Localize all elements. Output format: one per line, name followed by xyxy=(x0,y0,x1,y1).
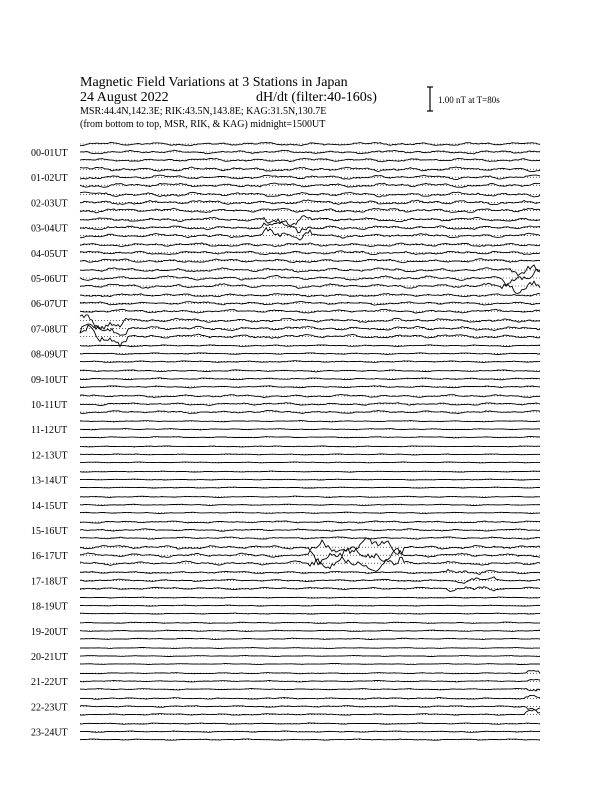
trace-kag xyxy=(80,521,540,523)
trace-msr xyxy=(80,739,540,741)
trace-msr xyxy=(80,487,540,488)
trace-rik xyxy=(80,479,540,480)
quantity-label: dH/dt (filter:40-160s) xyxy=(256,90,377,105)
hour-label: 14-15UT xyxy=(31,500,68,512)
hour-label: 02-03UT xyxy=(31,198,68,210)
hour-label: 03-04UT xyxy=(31,223,68,235)
hour-label: 10-11UT xyxy=(31,400,68,411)
trace-msr xyxy=(80,710,540,716)
trace-kag xyxy=(80,622,540,623)
trace-rik xyxy=(80,378,540,380)
trace-msr xyxy=(80,512,540,513)
trace-msr xyxy=(80,613,540,614)
trace-kag xyxy=(80,216,540,227)
trace-msr xyxy=(80,462,540,463)
trace-msr xyxy=(80,208,540,213)
trace-kag xyxy=(80,496,540,498)
trace-kag xyxy=(80,471,540,472)
trace-msr xyxy=(80,587,540,592)
date-label: 24 August 2022 xyxy=(80,90,169,105)
trace-rik xyxy=(80,353,540,355)
trace-kag xyxy=(80,370,540,372)
trace-kag xyxy=(80,265,540,276)
trace-rik xyxy=(80,403,540,406)
trace-kag xyxy=(80,671,540,674)
hour-label: 01-02UT xyxy=(31,173,68,185)
hour-label: 17-18UT xyxy=(31,576,68,588)
scale-label: 1.00 nT at T=80s xyxy=(438,95,500,105)
hour-label: 00-01UT xyxy=(31,148,68,159)
trace-rows xyxy=(31,142,540,740)
trace-kag xyxy=(80,695,540,699)
hour-label: 06-07UT xyxy=(31,299,68,311)
trace-kag xyxy=(80,648,540,649)
trace-rik xyxy=(80,679,540,682)
chart-title: Magnetic Field Variations at 3 Stations in Japan xyxy=(80,75,348,90)
trace-rik xyxy=(80,269,540,285)
trace-kag xyxy=(80,569,540,574)
trace-kag xyxy=(80,345,540,347)
hour-label: 13-14UT xyxy=(31,475,68,487)
hour-label: 20-21UT xyxy=(31,652,68,663)
trace-kag xyxy=(80,538,540,555)
hour-label: 15-16UT xyxy=(31,526,68,537)
hour-label: 18-19UT xyxy=(31,601,68,613)
trace-kag xyxy=(80,723,540,724)
trace-msr xyxy=(80,638,540,639)
hour-label: 12-13UT xyxy=(31,450,68,462)
trace-rik xyxy=(80,301,540,305)
trace-rik xyxy=(80,324,540,335)
trace-kag xyxy=(80,294,540,297)
hour-label: 22-23UT xyxy=(31,702,68,714)
trace-rik xyxy=(80,630,540,631)
trace-rik xyxy=(80,655,540,656)
trace-rik xyxy=(80,150,540,154)
hour-label: 16-17UT xyxy=(31,551,68,563)
order-label: (from bottom to top, MSR, RIK, & KAG) midnight=1500UT xyxy=(80,119,326,130)
trace-kag xyxy=(80,243,540,247)
hour-label: 11-12UT xyxy=(31,425,68,437)
hour-label: 21-22UT xyxy=(31,677,68,689)
trace-kag xyxy=(80,142,540,145)
trace-msr xyxy=(80,361,540,363)
trace-rik xyxy=(80,504,540,505)
hour-label: 07-08UT xyxy=(31,324,68,336)
trace-msr xyxy=(80,386,540,388)
trace-msr xyxy=(80,228,540,240)
trace-msr xyxy=(80,281,540,293)
trace-msr xyxy=(80,689,540,692)
trace-msr xyxy=(80,410,540,413)
hour-label: 08-09UT xyxy=(31,349,68,361)
trace-rik xyxy=(80,429,540,430)
trace-rik xyxy=(80,175,540,180)
trace-msr xyxy=(80,259,540,263)
trace-rik xyxy=(80,706,540,711)
hour-label: 04-05UT xyxy=(31,248,68,260)
trace-msr xyxy=(80,664,540,665)
hour-label: 05-06UT xyxy=(31,274,68,285)
hour-label: 09-10UT xyxy=(31,374,68,386)
trace-msr xyxy=(80,557,540,572)
hour-label: 23-24UT xyxy=(31,727,68,739)
hour-label: 19-20UT xyxy=(31,626,68,638)
trace-kag xyxy=(80,421,540,422)
trace-rik xyxy=(80,605,540,606)
trace-rik xyxy=(80,731,540,732)
scale-bar xyxy=(427,87,433,111)
stations-label: MSR:44.4N,142.3E; RIK:43.5N,143.8E; KAG:31.5N,130.7E xyxy=(80,106,327,117)
trace-msr xyxy=(80,437,540,438)
trace-kag xyxy=(80,446,540,447)
